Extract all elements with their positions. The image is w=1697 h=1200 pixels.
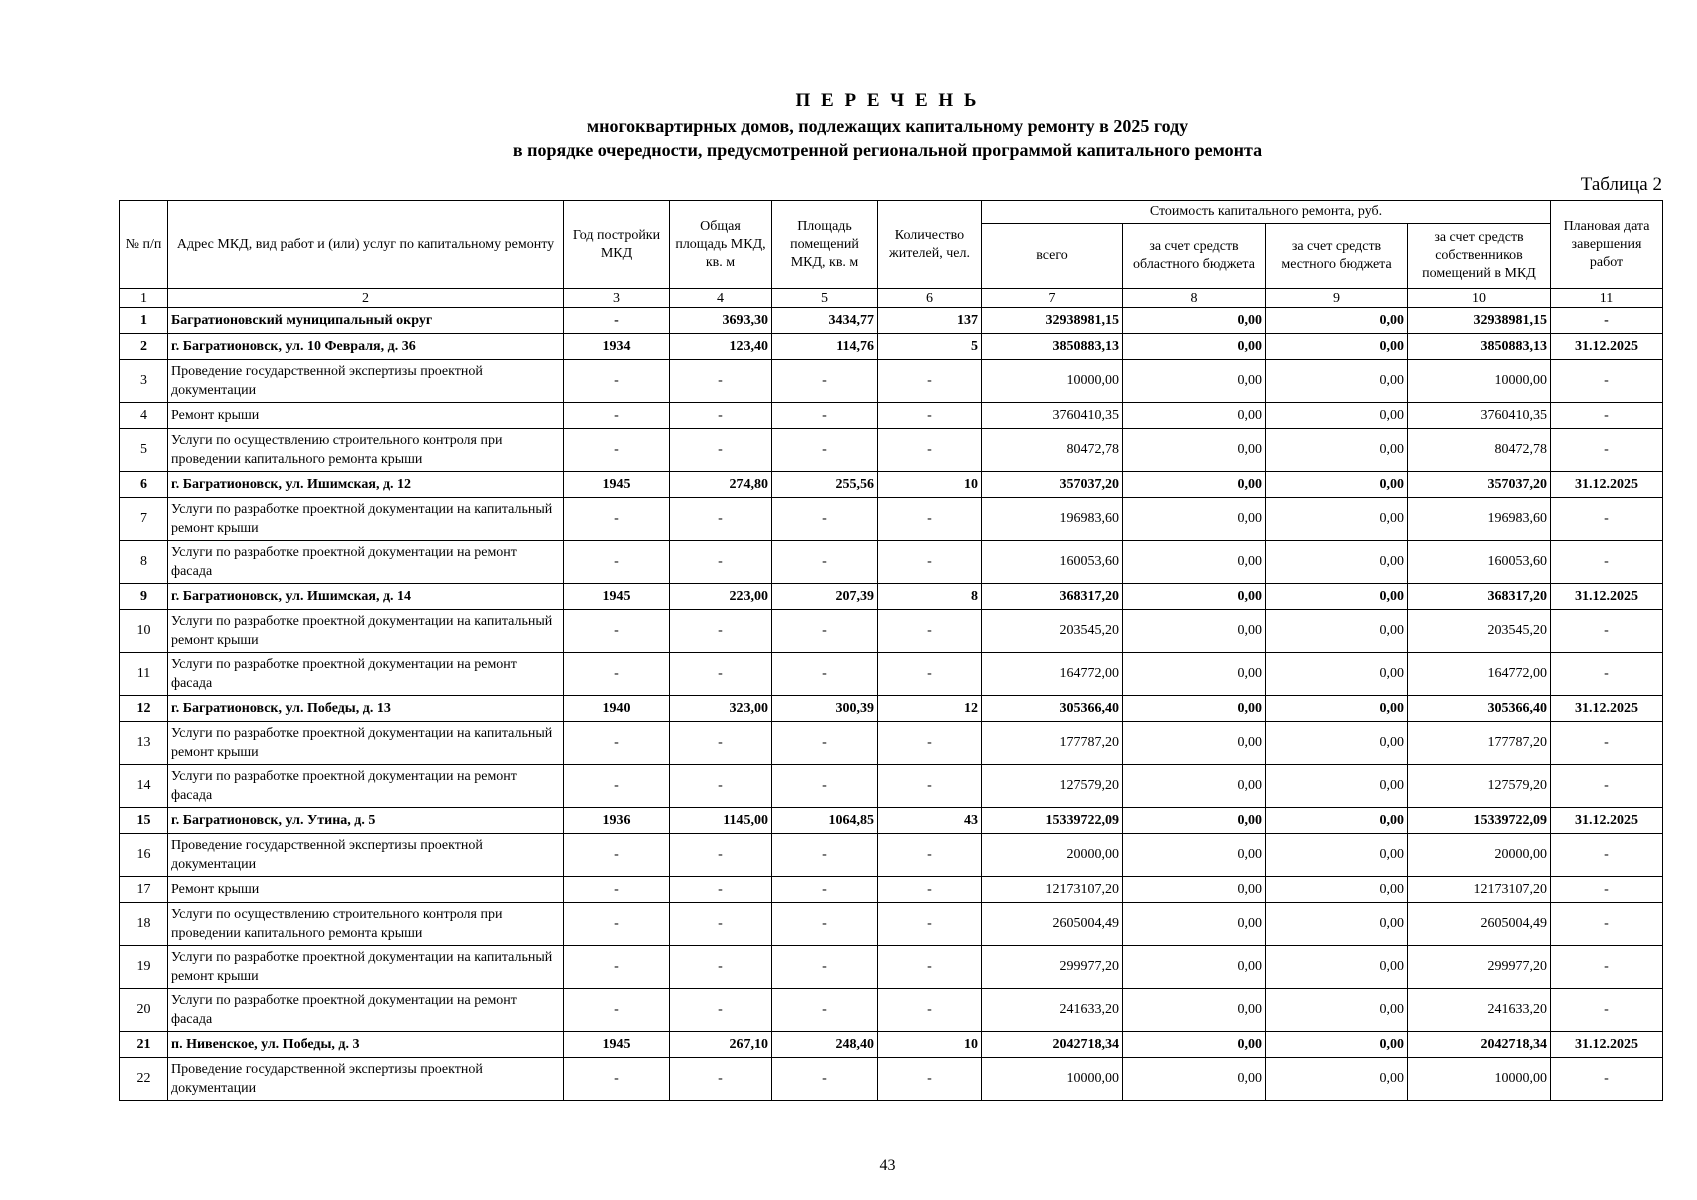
row-cost-owners: 368317,20 — [1408, 584, 1551, 610]
row-number: 11 — [120, 653, 168, 696]
row-name: г. Багратионовск, ул. Утина, д. 5 — [168, 808, 564, 834]
row-planned-date: - — [1551, 498, 1663, 541]
row-cost-total: 203545,20 — [982, 610, 1123, 653]
row-residents: - — [878, 989, 982, 1032]
table-row — [120, 946, 1663, 989]
header-cost-total: всего — [982, 224, 1123, 289]
row-year: - — [564, 1058, 670, 1101]
row-cost-total: 20000,00 — [982, 834, 1123, 877]
row-residents: 12 — [878, 696, 982, 722]
document-subtitle-line-1: многоквартирных домов, подлежащих капитальному ремонту в 2025 году — [586, 116, 1189, 136]
row-cost-owners: 2042718,34 — [1408, 1032, 1551, 1058]
row-number: 4 — [120, 403, 168, 429]
row-premises-area: - — [772, 834, 878, 877]
row-name: Услуги по осуществлению строительного контроля при проведении капитального ремонта крыши — [168, 903, 564, 946]
row-cost-total: 177787,20 — [982, 722, 1123, 765]
header-planned-date: Плановая дата завершения работ — [1551, 201, 1663, 289]
row-number: 12 — [120, 696, 168, 722]
row-residents: - — [878, 834, 982, 877]
row-residents: 10 — [878, 1032, 982, 1058]
table-row — [120, 498, 1663, 541]
row-cost-regional: 0,00 — [1123, 360, 1266, 403]
repair-list-table — [119, 200, 1663, 1101]
column-number: 4 — [670, 289, 772, 308]
table-row — [120, 584, 1663, 610]
row-name: Проведение государственной экспертизы проектной документации — [168, 1058, 564, 1101]
row-planned-date: - — [1551, 360, 1663, 403]
column-number: 9 — [1266, 289, 1408, 308]
row-number: 10 — [120, 610, 168, 653]
table-row — [120, 765, 1663, 808]
row-year: - — [564, 722, 670, 765]
row-residents: - — [878, 653, 982, 696]
column-number: 7 — [982, 289, 1123, 308]
row-number: 5 — [120, 429, 168, 472]
row-cost-local: 0,00 — [1266, 834, 1408, 877]
row-number: 21 — [120, 1032, 168, 1058]
row-total-area: 223,00 — [670, 584, 772, 610]
row-cost-local: 0,00 — [1266, 541, 1408, 584]
row-cost-total: 241633,20 — [982, 989, 1123, 1032]
row-year: - — [564, 834, 670, 877]
row-name: Багратионовский муниципальный округ — [168, 308, 564, 334]
row-total-area: - — [670, 429, 772, 472]
page-number: 43 — [879, 1157, 896, 1174]
table-row — [120, 308, 1663, 334]
column-number: 5 — [772, 289, 878, 308]
row-cost-regional: 0,00 — [1123, 696, 1266, 722]
column-number: 2 — [168, 289, 564, 308]
row-premises-area: 3434,77 — [772, 308, 878, 334]
row-cost-regional: 0,00 — [1123, 308, 1266, 334]
row-premises-area: 114,76 — [772, 334, 878, 360]
row-planned-date: 31.12.2025 — [1551, 808, 1663, 834]
row-cost-owners: 20000,00 — [1408, 834, 1551, 877]
row-cost-owners: 12173107,20 — [1408, 877, 1551, 903]
row-residents: - — [878, 610, 982, 653]
row-planned-date: - — [1551, 989, 1663, 1032]
table-row — [120, 1032, 1663, 1058]
row-cost-local: 0,00 — [1266, 610, 1408, 653]
table-row — [120, 334, 1663, 360]
row-planned-date: 31.12.2025 — [1551, 472, 1663, 498]
row-premises-area: - — [772, 1058, 878, 1101]
table-row — [120, 360, 1663, 403]
header-num: № п/п — [120, 201, 168, 289]
header-cost-group: Стоимость капитального ремонта, руб. — [982, 201, 1551, 224]
row-name: Услуги по разработке проектной документации на ремонт фасада — [168, 541, 564, 584]
row-number: 17 — [120, 877, 168, 903]
row-name: г. Багратионовск, ул. Победы, д. 13 — [168, 696, 564, 722]
row-total-area: - — [670, 541, 772, 584]
column-number: 8 — [1123, 289, 1266, 308]
row-residents: 43 — [878, 808, 982, 834]
row-premises-area: 207,39 — [772, 584, 878, 610]
row-total-area: 323,00 — [670, 696, 772, 722]
row-total-area: - — [670, 989, 772, 1032]
row-year: - — [564, 308, 670, 334]
row-total-area: - — [670, 653, 772, 696]
row-cost-regional: 0,00 — [1123, 722, 1266, 765]
row-name: Услуги по разработке проектной документации на ремонт фасада — [168, 765, 564, 808]
header-total-area: Общая площадь МКД, кв. м — [670, 201, 772, 289]
row-planned-date: - — [1551, 403, 1663, 429]
row-cost-total: 2042718,34 — [982, 1032, 1123, 1058]
row-total-area: 123,40 — [670, 334, 772, 360]
row-residents: - — [878, 498, 982, 541]
row-premises-area: - — [772, 360, 878, 403]
header-cost-owners: за счет средств собственников помещений в МКД — [1408, 224, 1551, 289]
row-cost-owners: 10000,00 — [1408, 1058, 1551, 1101]
table-row — [120, 877, 1663, 903]
row-cost-regional: 0,00 — [1123, 429, 1266, 472]
row-number: 22 — [120, 1058, 168, 1101]
row-residents: - — [878, 541, 982, 584]
row-name: Услуги по разработке проектной документации на капитальный ремонт крыши — [168, 722, 564, 765]
row-cost-owners: 203545,20 — [1408, 610, 1551, 653]
row-cost-local: 0,00 — [1266, 334, 1408, 360]
row-cost-local: 0,00 — [1266, 472, 1408, 498]
row-cost-total: 12173107,20 — [982, 877, 1123, 903]
row-cost-total: 196983,60 — [982, 498, 1123, 541]
row-cost-owners: 127579,20 — [1408, 765, 1551, 808]
row-total-area: 274,80 — [670, 472, 772, 498]
row-residents: - — [878, 903, 982, 946]
row-cost-total: 80472,78 — [982, 429, 1123, 472]
row-total-area: - — [670, 360, 772, 403]
row-cost-total: 3760410,35 — [982, 403, 1123, 429]
header-cost-regional: за счет средств областного бюджета — [1123, 224, 1266, 289]
header-cost-local: за счет средств местного бюджета — [1266, 224, 1408, 289]
row-cost-regional: 0,00 — [1123, 498, 1266, 541]
row-name: Проведение государственной экспертизы проектной документации — [168, 834, 564, 877]
column-number: 6 — [878, 289, 982, 308]
table-row — [120, 903, 1663, 946]
row-cost-owners: 80472,78 — [1408, 429, 1551, 472]
row-year: - — [564, 877, 670, 903]
row-cost-regional: 0,00 — [1123, 1058, 1266, 1101]
row-number: 15 — [120, 808, 168, 834]
row-name: п. Нивенское, ул. Победы, д. 3 — [168, 1032, 564, 1058]
row-cost-owners: 196983,60 — [1408, 498, 1551, 541]
row-cost-total: 10000,00 — [982, 1058, 1123, 1101]
row-name: Ремонт крыши — [168, 403, 564, 429]
column-number: 3 — [564, 289, 670, 308]
table-row — [120, 1058, 1663, 1101]
row-year: - — [564, 765, 670, 808]
row-planned-date: 31.12.2025 — [1551, 584, 1663, 610]
row-name: Проведение государственной экспертизы проектной документации — [168, 360, 564, 403]
row-total-area: 267,10 — [670, 1032, 772, 1058]
row-planned-date: - — [1551, 722, 1663, 765]
row-number: 2 — [120, 334, 168, 360]
row-year: 1934 — [564, 334, 670, 360]
row-cost-regional: 0,00 — [1123, 334, 1266, 360]
row-cost-regional: 0,00 — [1123, 903, 1266, 946]
row-residents: - — [878, 403, 982, 429]
row-cost-owners: 32938981,15 — [1408, 308, 1551, 334]
row-cost-regional: 0,00 — [1123, 541, 1266, 584]
row-cost-regional: 0,00 — [1123, 472, 1266, 498]
row-residents: - — [878, 765, 982, 808]
row-residents: - — [878, 946, 982, 989]
row-cost-regional: 0,00 — [1123, 584, 1266, 610]
row-cost-local: 0,00 — [1266, 765, 1408, 808]
row-year: - — [564, 946, 670, 989]
row-cost-owners: 177787,20 — [1408, 722, 1551, 765]
table-row — [120, 808, 1663, 834]
row-premises-area: - — [772, 877, 878, 903]
row-premises-area: 248,40 — [772, 1032, 878, 1058]
row-year: - — [564, 403, 670, 429]
row-name: Услуги по разработке проектной документации на капитальный ремонт крыши — [168, 946, 564, 989]
row-cost-local: 0,00 — [1266, 1058, 1408, 1101]
row-number: 20 — [120, 989, 168, 1032]
table-row — [120, 653, 1663, 696]
row-cost-regional: 0,00 — [1123, 765, 1266, 808]
row-number: 9 — [120, 584, 168, 610]
row-cost-local: 0,00 — [1266, 360, 1408, 403]
row-year: 1940 — [564, 696, 670, 722]
row-planned-date: 31.12.2025 — [1551, 1032, 1663, 1058]
row-premises-area: - — [772, 765, 878, 808]
row-residents: - — [878, 877, 982, 903]
row-total-area: 1145,00 — [670, 808, 772, 834]
row-cost-total: 10000,00 — [982, 360, 1123, 403]
row-total-area: - — [670, 403, 772, 429]
row-cost-regional: 0,00 — [1123, 653, 1266, 696]
row-cost-total: 357037,20 — [982, 472, 1123, 498]
row-year: 1945 — [564, 1032, 670, 1058]
row-planned-date: - — [1551, 903, 1663, 946]
row-name: Услуги по разработке проектной документации на ремонт фасада — [168, 989, 564, 1032]
column-number-row — [120, 289, 1663, 308]
row-name: Услуги по разработке проектной документации на капитальный ремонт крыши — [168, 610, 564, 653]
row-cost-local: 0,00 — [1266, 308, 1408, 334]
column-number: 1 — [120, 289, 168, 308]
row-name: Ремонт крыши — [168, 877, 564, 903]
row-year: - — [564, 610, 670, 653]
row-cost-owners: 357037,20 — [1408, 472, 1551, 498]
row-residents: 5 — [878, 334, 982, 360]
row-total-area: - — [670, 903, 772, 946]
row-premises-area: - — [772, 403, 878, 429]
document-title: П Е Р Е Ч Е Н Ь — [795, 90, 980, 111]
row-name: Услуги по разработке проектной документации на капитальный ремонт крыши — [168, 498, 564, 541]
row-name: Услуги по разработке проектной документации на ремонт фасада — [168, 653, 564, 696]
row-planned-date: - — [1551, 834, 1663, 877]
row-premises-area: - — [772, 722, 878, 765]
row-premises-area: 255,56 — [772, 472, 878, 498]
document-subtitle-line-2: в порядке очередности, предусмотренной региональной программой капитального ремонта — [512, 140, 1263, 160]
row-total-area: - — [670, 877, 772, 903]
row-planned-date: - — [1551, 610, 1663, 653]
row-cost-total: 127579,20 — [982, 765, 1123, 808]
row-planned-date: - — [1551, 1058, 1663, 1101]
row-residents: - — [878, 429, 982, 472]
row-premises-area: - — [772, 989, 878, 1032]
row-cost-local: 0,00 — [1266, 429, 1408, 472]
row-cost-owners: 160053,60 — [1408, 541, 1551, 584]
row-number: 18 — [120, 903, 168, 946]
row-premises-area: - — [772, 903, 878, 946]
row-cost-total: 32938981,15 — [982, 308, 1123, 334]
row-cost-local: 0,00 — [1266, 498, 1408, 541]
table-row — [120, 989, 1663, 1032]
row-residents: - — [878, 722, 982, 765]
row-total-area: - — [670, 722, 772, 765]
row-cost-local: 0,00 — [1266, 653, 1408, 696]
row-planned-date: - — [1551, 653, 1663, 696]
row-cost-total: 368317,20 — [982, 584, 1123, 610]
row-number: 13 — [120, 722, 168, 765]
row-residents: 137 — [878, 308, 982, 334]
header-premises-area: Площадь помещений МКД, кв. м — [772, 201, 878, 289]
row-cost-regional: 0,00 — [1123, 946, 1266, 989]
row-total-area: - — [670, 946, 772, 989]
row-premises-area: - — [772, 946, 878, 989]
row-residents: - — [878, 360, 982, 403]
row-year: - — [564, 989, 670, 1032]
row-number: 6 — [120, 472, 168, 498]
row-residents: 10 — [878, 472, 982, 498]
row-cost-owners: 15339722,09 — [1408, 808, 1551, 834]
table-row — [120, 696, 1663, 722]
row-year: - — [564, 498, 670, 541]
row-cost-owners: 164772,00 — [1408, 653, 1551, 696]
row-cost-local: 0,00 — [1266, 877, 1408, 903]
row-year: 1936 — [564, 808, 670, 834]
row-cost-regional: 0,00 — [1123, 808, 1266, 834]
row-cost-local: 0,00 — [1266, 1032, 1408, 1058]
row-cost-owners: 3850883,13 — [1408, 334, 1551, 360]
row-planned-date: - — [1551, 308, 1663, 334]
row-name: г. Багратионовск, ул. 10 Февраля, д. 36 — [168, 334, 564, 360]
row-year: - — [564, 541, 670, 584]
row-cost-total: 2605004,49 — [982, 903, 1123, 946]
table-row — [120, 610, 1663, 653]
row-cost-regional: 0,00 — [1123, 834, 1266, 877]
row-total-area: - — [670, 1058, 772, 1101]
row-cost-local: 0,00 — [1266, 696, 1408, 722]
row-year: 1945 — [564, 472, 670, 498]
row-cost-local: 0,00 — [1266, 903, 1408, 946]
row-year: 1945 — [564, 584, 670, 610]
row-cost-total: 164772,00 — [982, 653, 1123, 696]
row-number: 14 — [120, 765, 168, 808]
row-cost-local: 0,00 — [1266, 946, 1408, 989]
column-number: 10 — [1408, 289, 1551, 308]
row-cost-total: 15339722,09 — [982, 808, 1123, 834]
row-total-area: 3693,30 — [670, 308, 772, 334]
row-year: - — [564, 360, 670, 403]
row-number: 8 — [120, 541, 168, 584]
row-cost-local: 0,00 — [1266, 403, 1408, 429]
row-planned-date: 31.12.2025 — [1551, 334, 1663, 360]
row-number: 16 — [120, 834, 168, 877]
header-residents: Количество жителей, чел. — [878, 201, 982, 289]
row-name: г. Багратионовск, ул. Ишимская, д. 14 — [168, 584, 564, 610]
row-year: - — [564, 903, 670, 946]
row-planned-date: - — [1551, 877, 1663, 903]
row-cost-local: 0,00 — [1266, 989, 1408, 1032]
row-cost-owners: 2605004,49 — [1408, 903, 1551, 946]
header-year: Год постройки МКД — [564, 201, 670, 289]
row-planned-date: - — [1551, 765, 1663, 808]
table-row — [120, 541, 1663, 584]
row-premises-area: - — [772, 498, 878, 541]
row-planned-date: - — [1551, 541, 1663, 584]
row-cost-regional: 0,00 — [1123, 403, 1266, 429]
row-name: г. Багратионовск, ул. Ишимская, д. 12 — [168, 472, 564, 498]
row-cost-local: 0,00 — [1266, 808, 1408, 834]
row-total-area: - — [670, 834, 772, 877]
row-planned-date: - — [1551, 429, 1663, 472]
row-total-area: - — [670, 765, 772, 808]
row-total-area: - — [670, 610, 772, 653]
row-number: 1 — [120, 308, 168, 334]
table-row — [120, 472, 1663, 498]
row-cost-regional: 0,00 — [1123, 1032, 1266, 1058]
row-year: - — [564, 429, 670, 472]
table-row — [120, 722, 1663, 765]
table-row — [120, 834, 1663, 877]
table-row — [120, 429, 1663, 472]
row-cost-total: 299977,20 — [982, 946, 1123, 989]
row-planned-date: 31.12.2025 — [1551, 696, 1663, 722]
row-premises-area: - — [772, 653, 878, 696]
row-premises-area: - — [772, 541, 878, 584]
row-premises-area: - — [772, 429, 878, 472]
table-label: Таблица 2 — [1580, 174, 1662, 195]
row-cost-regional: 0,00 — [1123, 989, 1266, 1032]
header-address: Адрес МКД, вид работ и (или) услуг по капитальному ремонту — [168, 201, 564, 289]
row-residents: 8 — [878, 584, 982, 610]
row-cost-regional: 0,00 — [1123, 877, 1266, 903]
row-total-area: - — [670, 498, 772, 541]
row-year: - — [564, 653, 670, 696]
column-number: 11 — [1551, 289, 1663, 308]
row-planned-date: - — [1551, 946, 1663, 989]
row-cost-total: 3850883,13 — [982, 334, 1123, 360]
row-cost-owners: 10000,00 — [1408, 360, 1551, 403]
table-row — [120, 403, 1663, 429]
row-name: Услуги по осуществлению строительного контроля при проведении капитального ремонта крыши — [168, 429, 564, 472]
row-cost-owners: 299977,20 — [1408, 946, 1551, 989]
row-premises-area: 1064,85 — [772, 808, 878, 834]
row-premises-area: 300,39 — [772, 696, 878, 722]
row-cost-owners: 3760410,35 — [1408, 403, 1551, 429]
row-number: 3 — [120, 360, 168, 403]
row-cost-local: 0,00 — [1266, 584, 1408, 610]
row-number: 19 — [120, 946, 168, 989]
row-premises-area: - — [772, 610, 878, 653]
row-cost-total: 160053,60 — [982, 541, 1123, 584]
row-cost-owners: 305366,40 — [1408, 696, 1551, 722]
row-residents: - — [878, 1058, 982, 1101]
row-number: 7 — [120, 498, 168, 541]
row-cost-local: 0,00 — [1266, 722, 1408, 765]
row-cost-owners: 241633,20 — [1408, 989, 1551, 1032]
row-cost-regional: 0,00 — [1123, 610, 1266, 653]
row-cost-total: 305366,40 — [982, 696, 1123, 722]
